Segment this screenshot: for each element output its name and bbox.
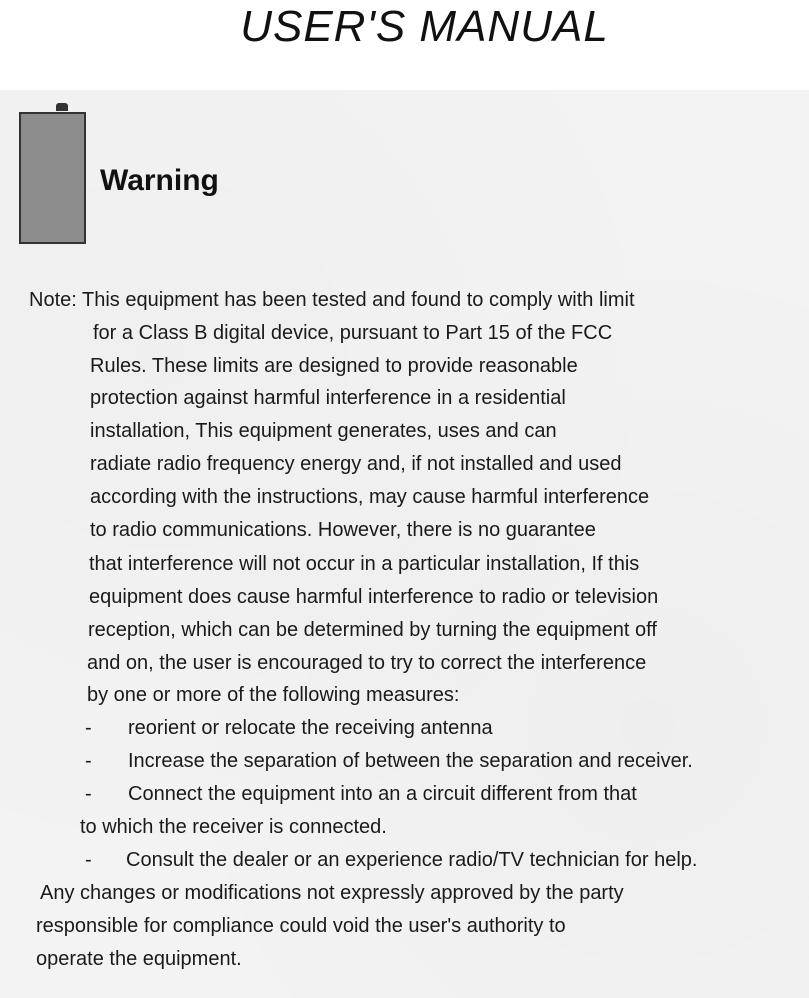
closing-line: responsible for compliance could void the user's authority to: [36, 915, 566, 937]
warning-box-tab-icon: [56, 103, 68, 111]
note-line: according with the instructions, may cause harmful interference: [90, 486, 650, 508]
list-dash: -: [85, 717, 92, 739]
measure-item: Consult the dealer or an experience radio/TV technician for help.: [126, 849, 698, 871]
page-header: [0, 0, 809, 90]
note-line: that interference will not occur in a particular installation, If this: [89, 553, 640, 575]
measure-item-continuation: to which the receiver is connected.: [80, 816, 387, 838]
measure-item: reorient or relocate the receiving antenna: [128, 717, 493, 739]
list-dash: -: [85, 750, 92, 772]
manual-title: USER'S MANUAL: [240, 2, 609, 51]
measure-item: Connect the equipment into an a circuit different from that: [128, 783, 637, 805]
closing-line: operate the equipment.: [36, 948, 242, 970]
note-line: by one or more of the following measures:: [87, 684, 460, 706]
measure-item: Increase the separation of between the separation and receiver.: [128, 750, 693, 772]
note-line: and on, the user is encouraged to try to correct the interference: [87, 652, 647, 674]
note-line: to radio communications. However, there is no guarantee: [90, 519, 596, 541]
note-line: for a Class B digital device, pursuant to Part 15 of the FCC: [93, 322, 613, 344]
closing-line: Any changes or modifications not expressly approved by the party: [40, 882, 624, 904]
list-dash: -: [85, 783, 92, 805]
note-line: radiate radio frequency energy and, if not installed and used: [90, 453, 622, 475]
warning-heading: Warning: [100, 164, 219, 197]
note-line: protection against harmful interference in a residential: [90, 387, 566, 409]
note-line: Rules. These limits are designed to provide reasonable: [90, 355, 578, 377]
note-line: Note: This equipment has been tested and found to comply with limit: [29, 289, 635, 311]
warning-symbol-box: [19, 112, 86, 244]
note-line: equipment does cause harmful interference to radio or television: [89, 586, 659, 608]
note-line: reception, which can be determined by turning the equipment off: [88, 619, 657, 641]
note-line: installation, This equipment generates, uses and can: [90, 420, 557, 442]
list-dash: -: [85, 849, 92, 871]
scanned-page: [0, 90, 809, 998]
